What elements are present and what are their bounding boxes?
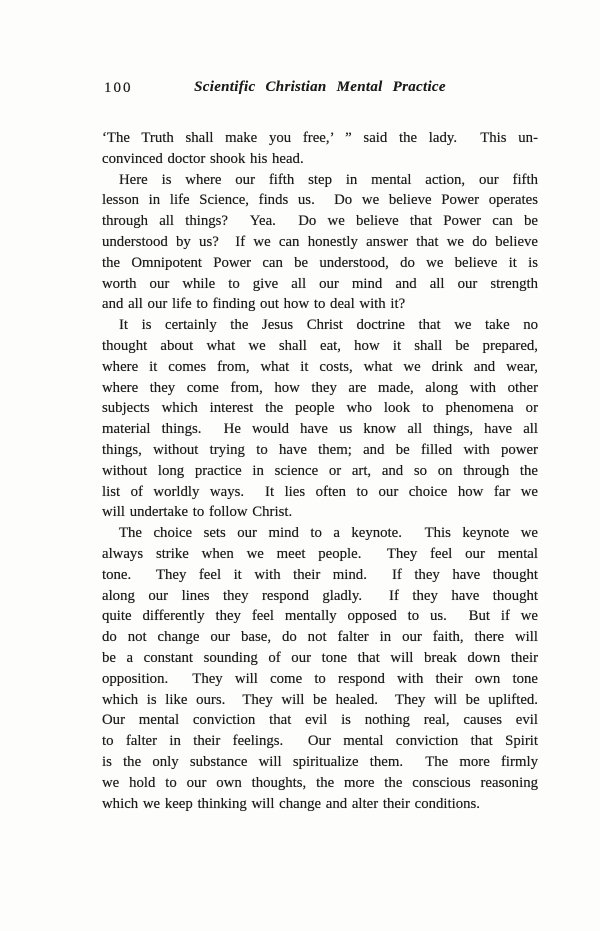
text-line: opposition. They will come to respond with their own tone xyxy=(102,670,538,687)
text-line: ‘The Truth shall make you free,’ ” said the lady. This un- xyxy=(102,130,538,146)
text-line: understood by us? If we can honestly answer that we do believe xyxy=(102,233,538,250)
text-line: the Omnipotent Power can be understood, do we believe it is xyxy=(102,254,538,271)
text-line: thought about what we shall eat, how it shall be prepared, xyxy=(102,337,538,354)
text-line: tone. They feel it with their mind. If they have thought xyxy=(102,566,538,583)
text-line: is the only substance will spiritualize them. The more firmly xyxy=(102,753,538,770)
text-line: be a constant sounding of our tone that will break down their xyxy=(102,649,538,666)
text-line: convinced doctor shook his head. xyxy=(102,150,304,167)
text-line: material things. He would have us know all things, have all xyxy=(102,421,538,438)
text-line: quite differently they feel mentally opposed to us. But if we xyxy=(102,608,538,625)
text-line: things, without trying to have them; and be filled with power xyxy=(102,441,538,458)
text-line: lesson in life Science, finds us. Do we believe Power operates xyxy=(102,192,538,209)
text-line: which we keep thinking will change and alter their conditions. xyxy=(102,795,480,812)
text-line: list of worldly ways. It lies often to our choice how far we xyxy=(102,483,538,500)
text-line: and all our life to finding out how to deal with it? xyxy=(102,296,406,313)
text-line: which is like ours. They will be healed. They will be uplifted. xyxy=(102,691,538,708)
text-line: will undertake to follow Christ. xyxy=(102,504,293,521)
text-line: Our mental conviction that evil is nothing real, causes evil xyxy=(102,712,538,729)
text-line: worth our while to give all our mind and all our strength xyxy=(102,275,538,292)
text-line: It is certainly the Jesus Christ doctrine that we take no xyxy=(119,317,538,334)
text-line: without long practice in science or art, and so on through the xyxy=(102,462,538,479)
text-line: The choice sets our mind to a keynote. This keynote we xyxy=(119,525,538,542)
text-line: always strike when we meet people. They feel our mental xyxy=(102,545,538,562)
page-number: 100 xyxy=(104,80,133,96)
text-line: Here is where our fifth step in mental action, our fifth xyxy=(119,171,538,188)
page-text xyxy=(102,128,538,814)
text-line: through all things? Yea. Do we believe that Power can be xyxy=(102,213,538,230)
text-line: we hold to our own thoughts, the more the conscious reasoning xyxy=(102,774,538,791)
text-line: where they come from, how they are made, along with other xyxy=(102,379,538,396)
text-line: along our lines they respond gladly. If they have thought xyxy=(102,587,538,604)
text-line: to falter in their feelings. Our mental conviction that Spirit xyxy=(102,733,538,750)
text-line: do not change our base, do not falter in our faith, there will xyxy=(102,629,538,646)
text-line: subjects which interest the people who look to phenomena or xyxy=(102,400,538,417)
running-title: Scientific Christian Mental Practice xyxy=(194,79,446,95)
page-header xyxy=(102,79,538,101)
text-line: where it comes from, what it costs, what we drink and wear, xyxy=(102,358,538,375)
